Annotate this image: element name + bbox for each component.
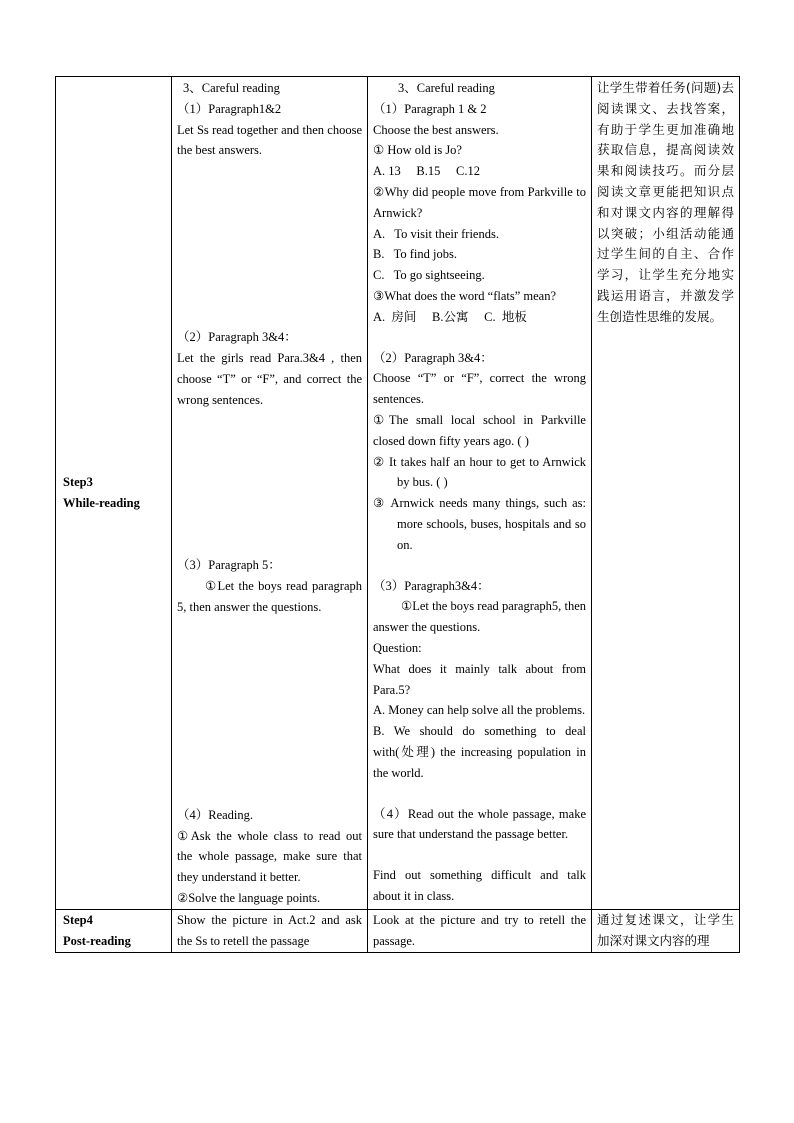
question-1: ① How old is Jo? [373, 143, 462, 158]
question-1-options: A. 13 B.15 C.12 [373, 164, 480, 179]
true-false-1: ①The small local school in Parkville closed down fifty years ago. ( ) [373, 412, 586, 448]
teacher-p4-title: （4）Reading. [177, 807, 254, 822]
student-p2-text: Choose “T” or “F”, correct the wrong sentences. [373, 371, 586, 407]
lesson-plan-table [55, 76, 740, 953]
teacher-activity-cell [172, 77, 368, 910]
step-label: Step4 [63, 912, 93, 927]
question-2-option-a: A. To visit their friends. [373, 226, 499, 241]
question-3-options: A. 房间 B.公寓 C. 地板 [373, 309, 527, 324]
student-heading: 3、Careful reading [398, 81, 495, 95]
teacher-p2-text: Let the girls read Para.3&4 , then choose “T” or “F”, and correct the wrong sentences. [177, 350, 362, 407]
teacher-heading: 3、Careful reading [183, 81, 280, 95]
student-p3-text: ①Let the boys read paragraph5, then answer the questions. [373, 599, 586, 635]
teacher-p3-title: （3）Paragraph 5： [177, 558, 281, 573]
step-cell [56, 909, 172, 952]
student-activity-cell [368, 909, 592, 952]
student-p4-text: （4）Read out the whole passage, make sure that understand the passage better. [373, 806, 586, 842]
question-2-option-c: C. To go sightseeing. [373, 268, 485, 283]
question-2: ②Why did people move from Parkville to Arnwick? [373, 184, 586, 220]
phase-label: While-reading [63, 495, 140, 510]
teacher-p2-title: （2）Paragraph 3&4： [177, 330, 297, 345]
table-row-step4 [56, 909, 740, 952]
question-text: What does it mainly talk about from Para.5? [373, 661, 586, 697]
question-3: ③What does the word “flats” mean? [373, 288, 557, 303]
teacher-p4-text2: ②Solve the language points. [177, 890, 321, 905]
purpose-text: 让学生带着任务(问题)去阅读课文、去找答案，有助于学生更加准确地获取信息，提高阅读效果和阅读技巧。而分层阅读文章更能把知识点和对课文内容的理解得以突破；小组活动能通过学生间的自主、合作学习，让学生充分地实践运用语言，并激发学生创造性思维的发展。 [597, 80, 734, 324]
student-step4-text: Look at the picture and try to retell the passage. [373, 912, 586, 948]
teacher-p4-text1: ①Ask the whole class to read out the whole passage, make sure that they understand it better. [177, 828, 362, 885]
purpose-step4-text: 通过复述课文，让学生加深对课文内容的理 [597, 911, 734, 948]
purpose-cell [592, 77, 740, 910]
teacher-step4-text: Show the picture in Act.2 and ask the Ss to retell the passage [177, 912, 362, 948]
student-p3-title: （3）Paragraph3&4： [373, 578, 490, 593]
question-2-option-b: B. To find jobs. [373, 247, 457, 262]
teacher-p1-text: Let Ss read together and then choose the best answers. [177, 122, 362, 158]
teacher-p3-text: ①Let the boys read paragraph 5, then answer the questions. [177, 579, 362, 614]
purpose-cell [592, 909, 740, 952]
phase-label: Post-reading [63, 933, 131, 948]
true-false-2: ② It takes half an hour to get to Arnwick by bus. ( ) [373, 454, 586, 490]
step-cell [56, 77, 172, 910]
student-activity-cell [368, 77, 592, 910]
student-p1-text: Choose the best answers. [373, 122, 499, 137]
true-false-3: ③ Arnwick needs many things, such as: more schools, buses, hospitals and so on. [373, 496, 586, 552]
teacher-activity-cell [172, 909, 368, 952]
student-p1-title: （1）Paragraph 1 & 2 [373, 101, 487, 116]
answer-b: B. We should do something to deal with(处理) the increasing population in the world. [373, 724, 586, 780]
teacher-p1-title: （1）Paragraph1&2 [177, 101, 282, 116]
student-p4-extra: Find out something difficult and talk about it in class. [373, 868, 586, 903]
step-label: Step3 [63, 475, 93, 490]
question-label: Question: [373, 640, 422, 655]
answer-a: A. Money can help solve all the problems. [373, 703, 586, 718]
student-p2-title: （2）Paragraph 3&4： [373, 350, 493, 365]
table-row-step3 [56, 77, 740, 910]
